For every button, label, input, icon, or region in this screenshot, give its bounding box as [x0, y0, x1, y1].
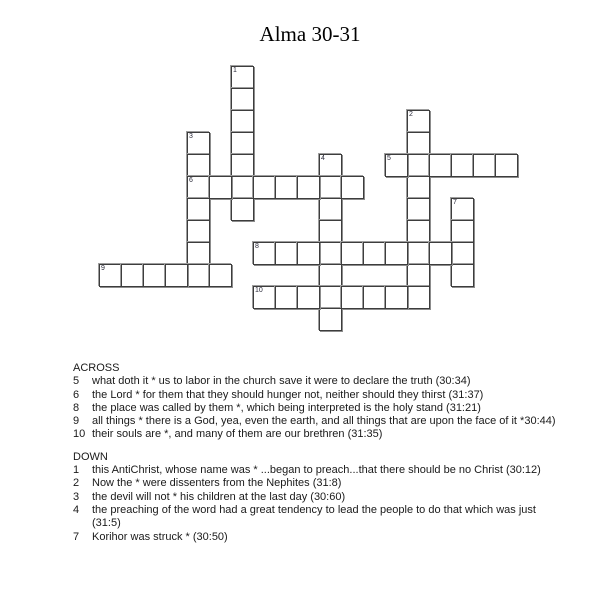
- cell-number: 2: [409, 111, 413, 118]
- grid-cell[interactable]: [187, 220, 210, 243]
- grid-cell[interactable]: [341, 242, 364, 265]
- grid-cell[interactable]: [341, 176, 364, 199]
- clue-number: 1: [73, 464, 80, 477]
- clue-item: [73, 375, 573, 388]
- cell-number: 1: [233, 67, 237, 74]
- grid-cell[interactable]: [253, 176, 276, 199]
- grid-cell[interactable]: [385, 154, 408, 177]
- grid-cell[interactable]: [451, 154, 474, 177]
- clue-text: the preaching of the word had a great tendency to lead the people to do that which was just (31:5): [92, 503, 536, 530]
- grid-cell[interactable]: [407, 242, 430, 265]
- grid-cell[interactable]: [319, 220, 342, 243]
- grid-cell[interactable]: [187, 198, 210, 221]
- grid-cell[interactable]: [187, 264, 210, 287]
- clue-item: [73, 531, 573, 544]
- cell-number: 3: [189, 133, 193, 140]
- cell-number: 7: [453, 199, 457, 206]
- grid-cell[interactable]: [451, 198, 474, 221]
- grid-cell[interactable]: [187, 242, 210, 265]
- grid-cell[interactable]: [407, 198, 430, 221]
- grid-cell[interactable]: [363, 242, 386, 265]
- clue-item: [73, 477, 573, 490]
- cell-number: 4: [321, 155, 325, 162]
- grid-cell[interactable]: [231, 66, 254, 89]
- down-section: [73, 451, 573, 544]
- grid-cell[interactable]: [385, 242, 408, 265]
- clue-text: all things * there is a God, yea, even the earth, and all things that are upon the face of it *30:44): [92, 415, 556, 428]
- grid-cell[interactable]: [187, 132, 210, 155]
- grid-cell[interactable]: [99, 264, 122, 287]
- grid-cell[interactable]: [407, 286, 430, 309]
- across-clue-list: [73, 375, 573, 441]
- clue-item: [73, 402, 573, 415]
- clue-text: the devil will not * his children at the last day (30:60): [92, 490, 346, 503]
- clue-item: [73, 464, 573, 477]
- cell-number: 10: [255, 287, 263, 294]
- grid-cell[interactable]: [319, 154, 342, 177]
- grid-cell[interactable]: [187, 154, 210, 177]
- grid-cell[interactable]: [319, 264, 342, 287]
- grid-cell[interactable]: [319, 242, 342, 265]
- cell-number: 6: [189, 177, 193, 184]
- grid-cell[interactable]: [231, 154, 254, 177]
- grid-cell[interactable]: [429, 242, 452, 265]
- grid-cell[interactable]: [231, 132, 254, 155]
- grid-cell[interactable]: [253, 242, 276, 265]
- down-clue-list: [73, 464, 573, 544]
- clue-text: the Lord * for them that they should hunger not, neither should they thirst (31:37): [92, 388, 484, 401]
- grid-cell[interactable]: [451, 264, 474, 287]
- clue-number: 7: [73, 530, 80, 543]
- clue-item: [73, 504, 573, 531]
- grid-cell[interactable]: [319, 286, 342, 309]
- clue-item: [73, 415, 573, 428]
- grid-cell[interactable]: [187, 176, 210, 199]
- clue-text: this AntiChrist, whose name was * ...began to preach...that there should be no Christ (30:12): [92, 464, 541, 477]
- grid-cell[interactable]: [407, 132, 430, 155]
- grid-cell[interactable]: [165, 264, 188, 287]
- grid-cell[interactable]: [121, 264, 144, 287]
- clue-number: 5: [73, 375, 80, 388]
- clue-number: 4: [73, 503, 80, 516]
- grid-cell[interactable]: [231, 88, 254, 111]
- grid-cell[interactable]: [209, 264, 232, 287]
- grid-cell[interactable]: [319, 176, 342, 199]
- across-heading: ACROSS: [73, 362, 120, 374]
- grid-cell[interactable]: [275, 286, 298, 309]
- across-section: [73, 362, 573, 442]
- grid-cell[interactable]: [451, 242, 474, 265]
- grid-cell[interactable]: [231, 198, 254, 221]
- grid-cell[interactable]: [319, 198, 342, 221]
- grid-cell[interactable]: [253, 286, 276, 309]
- clue-item: [73, 428, 573, 441]
- grid-cell[interactable]: [385, 286, 408, 309]
- grid-cell[interactable]: [275, 242, 298, 265]
- grid-cell[interactable]: [407, 110, 430, 133]
- clue-text: their souls are *, and many of them are our brethren (31:35): [92, 428, 383, 441]
- grid-cell[interactable]: [297, 286, 320, 309]
- clue-text: Now the * were dissenters from the Nephites (31:8): [92, 477, 342, 490]
- clues-section: [73, 362, 573, 544]
- grid-cell[interactable]: [451, 220, 474, 243]
- clue-text: what doth it * us to labor in the church save it were to declare the truth (30:34): [92, 375, 471, 388]
- page-title: Alma 30-31: [259, 22, 361, 46]
- grid-cell[interactable]: [209, 176, 232, 199]
- crossword-grid: [99, 66, 518, 331]
- clue-number: 10: [73, 428, 86, 441]
- clue-item: [73, 389, 573, 402]
- clue-number: 3: [73, 490, 80, 503]
- grid-cell[interactable]: [407, 154, 430, 177]
- clue-number: 6: [73, 388, 80, 401]
- clue-number: 2: [73, 477, 80, 490]
- grid-cell[interactable]: [341, 286, 364, 309]
- clue-number: 8: [73, 401, 80, 414]
- grid-cell[interactable]: [275, 176, 298, 199]
- grid-cell[interactable]: [231, 176, 254, 199]
- grid-cell[interactable]: [319, 308, 342, 331]
- clue-text: the place was called by them *, which being interpreted is the holy stand (31:21): [92, 401, 481, 414]
- grid-cell[interactable]: [143, 264, 166, 287]
- grid-cell[interactable]: [231, 110, 254, 133]
- grid-cell[interactable]: [297, 242, 320, 265]
- down-heading: DOWN: [73, 450, 108, 463]
- grid-cell[interactable]: [407, 220, 430, 243]
- grid-cell[interactable]: [473, 154, 496, 177]
- grid-cell[interactable]: [495, 154, 518, 177]
- grid-cell[interactable]: [407, 264, 430, 287]
- clue-text: Korihor was struck * (30:50): [92, 530, 228, 543]
- cell-number: 8: [255, 243, 259, 250]
- clue-number: 9: [73, 415, 80, 428]
- grid-cell[interactable]: [407, 176, 430, 199]
- grid-cell[interactable]: [429, 154, 452, 177]
- cell-number: 5: [387, 155, 391, 162]
- grid-cell[interactable]: [363, 286, 386, 309]
- grid-cell[interactable]: [297, 176, 320, 199]
- clue-item: [73, 491, 573, 504]
- cell-number: 9: [101, 265, 105, 272]
